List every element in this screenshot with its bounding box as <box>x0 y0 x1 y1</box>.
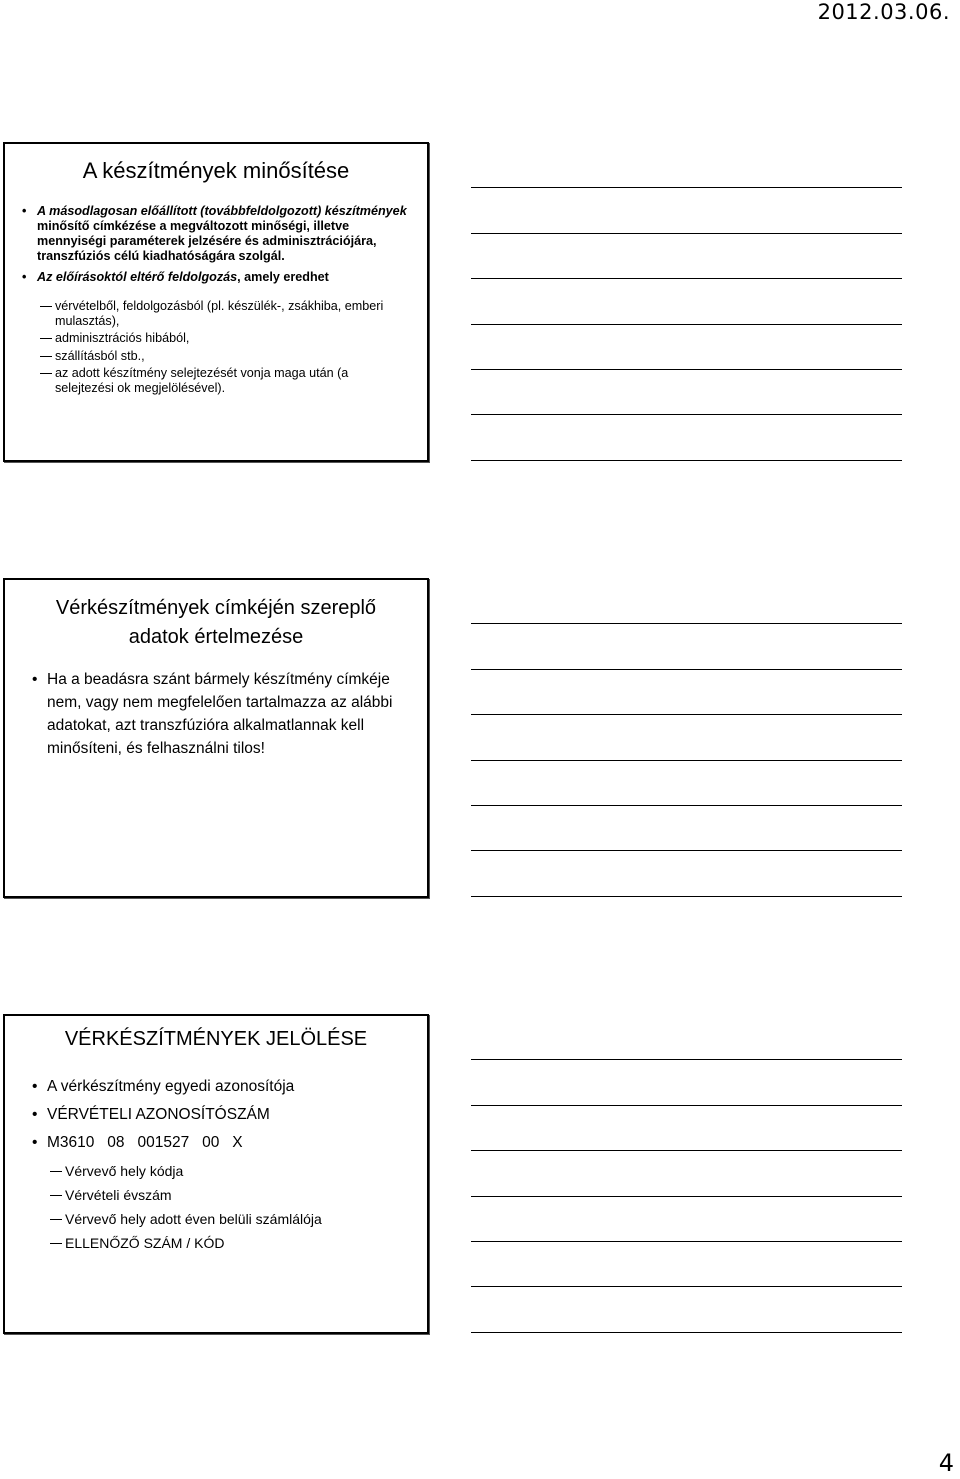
note-line <box>471 233 902 234</box>
note-line <box>471 187 902 188</box>
slide-title: A készítmények minősítése <box>82 158 350 183</box>
note-line <box>471 1241 902 1242</box>
bullet-text: , amely eredhet <box>237 270 329 284</box>
note-line <box>471 1286 902 1287</box>
list-item: Vérvételi évszám <box>65 1183 427 1207</box>
list-item: adminisztrációs hibából, <box>55 331 407 346</box>
note-line <box>471 805 902 806</box>
note-line <box>471 1332 902 1333</box>
list-item: szállításból stb., <box>55 349 407 364</box>
slide-1 <box>3 142 429 462</box>
italic-text: Az előírásoktól eltérő feldolgozás <box>37 270 238 284</box>
note-line <box>471 1196 902 1197</box>
note-line <box>471 760 902 761</box>
note-line <box>471 1105 902 1106</box>
note-line <box>471 1059 902 1060</box>
list-item: • Ha a beadásra szánt bármely készítmény címkéje nem, vagy nem megfelelően tartalmazza az alábbi adatokat, azt transzfúzióra alkalmatlannak kell minősíteni, és felhasználni tilos! <box>47 668 409 760</box>
note-line <box>471 714 902 715</box>
list-item <box>37 204 413 264</box>
bullet-list <box>47 668 427 760</box>
slide-2 <box>3 578 429 898</box>
list-item: • A vérkészítmény egyedi azonosítója <box>47 1073 427 1101</box>
note-line <box>471 669 902 670</box>
bullet-list <box>37 204 427 285</box>
bullet-list <box>47 1073 427 1157</box>
note-line <box>471 278 902 279</box>
list-item: ELLENŐZŐ SZÁM / KÓD <box>65 1231 427 1255</box>
sub-list <box>65 1159 427 1255</box>
list-item: • VÉRVÉTELI AZONOSÍTÓSZÁM <box>47 1101 427 1129</box>
list-item: az adott készítmény selejtezését vonja maga után (a selejtezési ok megjelölésével). <box>55 366 407 395</box>
slide-title: Vérkészítmények címkéjén szereplő adatok értelmezése <box>55 597 377 648</box>
notes-lines-1 <box>471 142 902 462</box>
note-line <box>471 1150 902 1151</box>
list-item: Vérvevő hely adott éven belüli számlálója <box>65 1207 427 1231</box>
note-line <box>471 414 902 415</box>
note-line <box>471 623 902 624</box>
notes-lines-3 <box>471 1014 902 1334</box>
list-item: vérvételből, feldolgozásból (pl. készülék-, zsákhiba, emberi mulasztás), <box>55 299 407 328</box>
sub-list <box>55 299 427 395</box>
list-item <box>37 270 413 285</box>
slide-3 <box>3 1014 429 1334</box>
list-item: Vérvevő hely kódja <box>65 1159 427 1183</box>
slide-title: VÉRKÉSZÍTMÉNYEK JELÖLÉSE <box>64 1028 368 1050</box>
notes-lines-2 <box>471 578 902 898</box>
italic-text: A másodlagosan előállított (továbbfeldolgozott) készítmények <box>37 204 407 218</box>
list-item: • M3610 08 001527 00 X <box>47 1129 427 1157</box>
note-line <box>471 896 902 897</box>
note-line <box>471 460 902 461</box>
page-number: 4 <box>938 1449 954 1477</box>
page-date: 2012.03.06. <box>817 0 950 24</box>
note-line <box>471 324 902 325</box>
bullet-text: minősítő címkézése a megváltozott minőségi, illetve mennyiségi paraméterek jelzésére és adminisztrációjára, transzfúziós célú kiadhatóságára szolgál. <box>37 219 377 263</box>
note-line <box>471 850 902 851</box>
note-line <box>471 369 902 370</box>
